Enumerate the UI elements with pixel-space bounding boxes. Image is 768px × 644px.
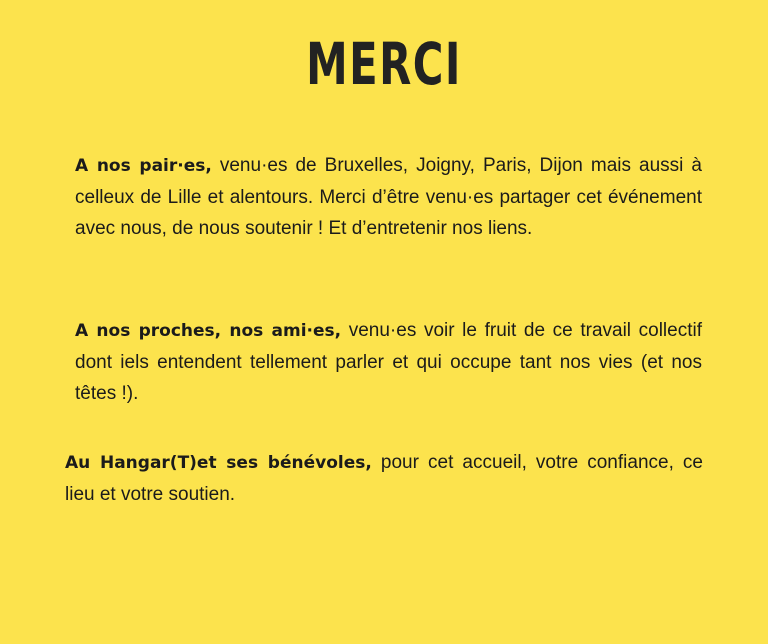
paragraph-body: venu·es de Bruxelles, Joigny, Paris, Dijon mais aussi à celleux de Lille et alentours. Merci d’être venu·es partager cet événement avec nous, de nous soutenir ! Et d’entretenir nos liens. [75, 155, 702, 239]
paragraph-lead: Au Hangar(T)et ses bénévoles, [65, 453, 372, 473]
thanks-paragraph-peers [75, 150, 702, 244]
paragraph-lead: A nos pair·es, [75, 156, 212, 176]
paragraph-body: venu·es voir le fruit de ce travail collectif dont iels entendent tellement parler et qui occupe tant nos vies (et nos têtes !). [75, 320, 702, 404]
paragraph-body: pour cet accueil, votre confiance, ce lieu et votre soutien. [65, 452, 703, 505]
paragraph-lead: A nos proches, nos ami·es, [75, 321, 342, 341]
page-title: MERCI [306, 30, 462, 98]
thanks-paragraph-friends [75, 315, 702, 409]
thanks-paragraph-hangar [65, 447, 703, 510]
